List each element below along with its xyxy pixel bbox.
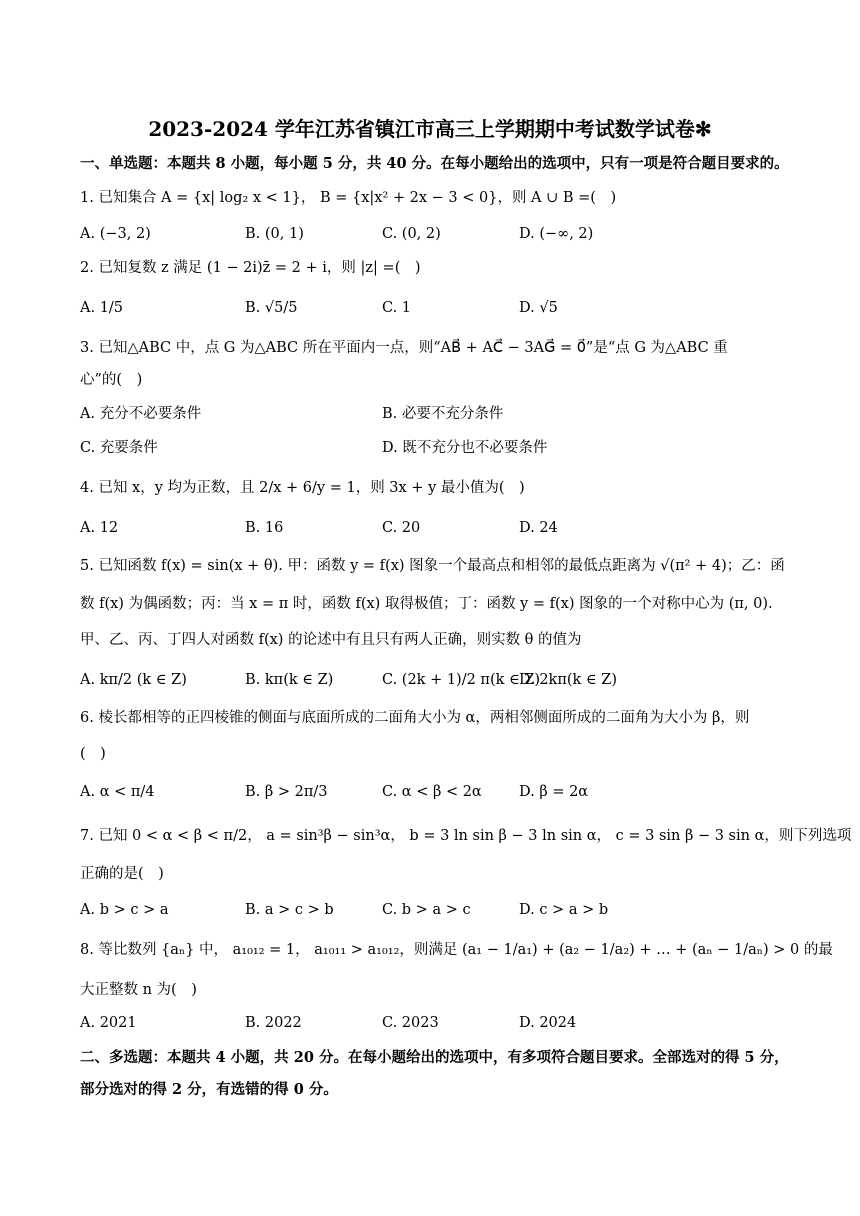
question-1-option-c: C. (0, 2) xyxy=(382,226,441,242)
question-2-option-a: A. 1/5 xyxy=(80,300,124,316)
question-2-option-d: D. √5 xyxy=(519,300,558,316)
question-7-stem-line-2: 正确的是( ) xyxy=(80,866,164,882)
question-4-option-d: D. 24 xyxy=(519,520,558,536)
question-5-stem-line-3: 甲、乙、丙、丁四人对函数 f(x) 的论述中有且只有两人正确，则实数 θ 的值为 xyxy=(80,632,582,648)
question-8-option-d: D. 2024 xyxy=(519,1015,577,1031)
question-8-option-a: A. 2021 xyxy=(80,1015,137,1031)
question-4-option-b: B. 16 xyxy=(245,520,284,536)
question-5-stem-line-2: 数 f(x) 为偶函数；丙：当 x = π 时，函数 f(x) 取得极值；丁：函数 y = f(x) 图象的一个对称中心为 (π, 0). xyxy=(80,596,773,612)
question-3-stem-line-1: 3. 已知△ABC 中，点 G 为△ABC 所在平面内一点，则“AB⃗ + AC⃗ − 3AG⃗ = 0⃗”是“点 G 为△ABC 重 xyxy=(80,340,728,356)
question-6-stem-line-2: ( ) xyxy=(80,746,106,762)
question-8-stem-line-2: 大正整数 n 为( ) xyxy=(80,982,197,998)
question-4-option-a: A. 12 xyxy=(80,520,119,536)
question-4-option-c: C. 20 xyxy=(382,520,421,536)
question-1-option-b: B. (0, 1) xyxy=(245,226,304,242)
question-6-option-a: A. α < π/4 xyxy=(80,784,155,800)
question-5-option-d: D. 2kπ(k ∈ Z) xyxy=(519,672,617,688)
question-1-stem: 1. 已知集合 A = {x| log₂ x < 1}， B = {x|x² + 2x − 3 < 0}，则 A ∪ B =( ) xyxy=(80,190,617,206)
question-2-stem: 2. 已知复数 z 满足 (1 − 2i)z̄ = 2 + i，则 |z| =( ) xyxy=(80,260,421,276)
section-2-header-line-1: 二、多选题：本题共 4 小题，共 20 分。在每小题给出的选项中，有多项符合题目要求。全部选对的得 5 分， xyxy=(80,1049,789,1066)
section-2-header-line-2: 部分选对的得 2 分，有选错的得 0 分。 xyxy=(80,1081,338,1098)
question-2-option-c: C. 1 xyxy=(382,300,412,316)
question-6-stem-line-1: 6. 棱长都相等的正四棱锥的侧面与底面所成的二面角大小为 α，两相邻侧面所成的二面角为大小为 β，则 xyxy=(80,710,750,726)
question-3-stem-line-2: 心”的( ) xyxy=(80,372,143,388)
question-7-option-a: A. b > c > a xyxy=(80,902,169,918)
question-3-option-c: C. 充要条件 xyxy=(80,440,158,456)
question-7-option-c: C. b > a > c xyxy=(382,902,471,918)
question-6-option-b: B. β > 2π/3 xyxy=(245,784,328,800)
question-5-option-b: B. kπ(k ∈ Z) xyxy=(245,672,334,688)
question-5-option-c: C. (2k + 1)/2 π(k ∈ Z) xyxy=(382,672,541,688)
exam-title: 2023-2024 学年江苏省镇江市高三上学期期中考试数学试卷✻ xyxy=(148,117,712,141)
question-4-stem: 4. 已知 x，y 均为正数，且 2/x + 6/y = 1，则 3x + y 最小值为( ) xyxy=(80,480,525,496)
question-5-stem-line-1: 5. 已知函数 f(x) = sin(x + θ). 甲：函数 y = f(x) 图象一个最高点和相邻的最低点距离为 √(π² + 4)；乙：函 xyxy=(80,558,785,574)
question-3-option-b: B. 必要不充分条件 xyxy=(382,406,504,422)
question-7-option-b: B. a > c > b xyxy=(245,902,334,918)
question-7-option-d: D. c > a > b xyxy=(519,902,609,918)
question-5-option-a: A. kπ/2 (k ∈ Z) xyxy=(80,672,187,688)
question-6-option-c: C. α < β < 2α xyxy=(382,784,482,800)
question-7-stem-line-1: 7. 已知 0 < α < β < π/2， a = sin³β − sin³α， b = 3 ln sin β − 3 ln sin α， c = 3 sin β − 3 sin α，则下列选项 xyxy=(80,828,852,844)
question-6-option-d: D. β = 2α xyxy=(519,784,589,800)
question-1-option-d: D. (−∞, 2) xyxy=(519,226,594,242)
question-3-option-d: D. 既不充分也不必要条件 xyxy=(382,440,548,456)
question-2-option-b: B. √5/5 xyxy=(245,300,298,316)
question-8-stem-line-1: 8. 等比数列 {aₙ} 中， a₁₀₁₂ = 1， a₁₀₁₁ > a₁₀₁₂，则满足 (a₁ − 1/a₁) + (a₂ − 1/a₂) + … + (aₙ − 1/aₙ) > 0 的最 xyxy=(80,942,833,958)
question-8-option-c: C. 2023 xyxy=(382,1015,439,1031)
question-3-option-a: A. 充分不必要条件 xyxy=(80,406,202,422)
question-1-option-a: A. (−3, 2) xyxy=(80,226,151,242)
section-1-header: 一、单选题：本题共 8 小题，每小题 5 分，共 40 分。在每小题给出的选项中，只有一项是符合题目要求的。 xyxy=(80,155,789,172)
question-8-option-b: B. 2022 xyxy=(245,1015,302,1031)
